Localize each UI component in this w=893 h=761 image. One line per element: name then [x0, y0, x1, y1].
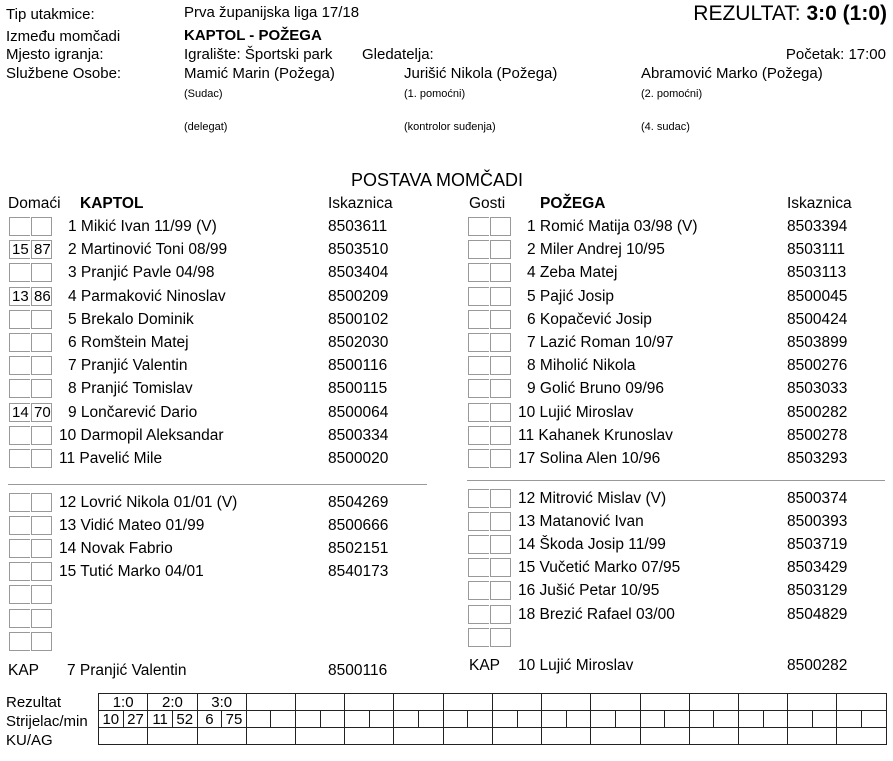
minute-box: [490, 605, 511, 624]
player-name: 3 Pranjić Pavle 04/98: [68, 264, 215, 282]
home-captain-label: KAP: [8, 662, 40, 679]
minute-box: [31, 379, 52, 398]
player-name: 10 Darmopil Aleksandar: [59, 426, 224, 444]
minute-box: [9, 263, 30, 282]
result-cell: 1:0: [99, 694, 148, 711]
result-cell: [492, 694, 541, 711]
player-id: 8500209: [328, 287, 389, 305]
minute-box: [468, 379, 489, 398]
player-id: 8503293: [787, 450, 848, 467]
away-id-header: Iskaznica: [787, 195, 852, 212]
minute-box: [9, 493, 30, 512]
scorer-cell: [419, 711, 444, 728]
minute-box: [468, 512, 489, 531]
away-team-name: POŽEGA: [540, 195, 606, 212]
cards-cell: [197, 728, 246, 745]
player-id: 8500045: [787, 287, 848, 305]
scorer-cell: [468, 711, 493, 728]
scorer-cell: 10: [99, 711, 124, 728]
minute-box: [490, 403, 511, 422]
player-id: 8503113: [787, 264, 847, 282]
player-name: 5 Pajić Josip: [527, 287, 615, 305]
result-cell: [296, 694, 345, 711]
minute-box: [9, 609, 30, 628]
player-name: 12 Mitrović Mislav (V): [518, 490, 667, 507]
minute-box: [31, 562, 52, 581]
cards-cell: [99, 728, 148, 745]
player-id: 8503129: [787, 582, 848, 600]
result-cell: [345, 694, 394, 711]
scorer-cell: [394, 711, 419, 728]
player-id: 8500276: [787, 357, 848, 375]
player-name: 1 Mikić Ivan 11/99 (V): [68, 218, 217, 235]
minute-box: [468, 217, 489, 236]
player-id: 8504269: [328, 494, 389, 511]
result-cell: [591, 694, 640, 711]
cards-cell: [542, 728, 591, 745]
official-name: Mamić Marin (Požega): [184, 65, 335, 82]
player-name: 4 Parmaković Ninoslav: [68, 287, 226, 305]
scorer-cell: [517, 711, 542, 728]
away-captain: 10 Lujić Miroslav: [518, 657, 634, 674]
player-name: 7 Lazić Roman 10/97: [527, 334, 674, 351]
minute-box: [468, 333, 489, 352]
scorer-cell: 11: [148, 711, 173, 728]
minute-box: [31, 426, 52, 445]
minute-box: [468, 263, 489, 282]
home-captain-id: 8500116: [328, 662, 388, 679]
result-cell: 2:0: [148, 694, 197, 711]
minute-box: [490, 287, 511, 306]
minute-box: [468, 240, 489, 259]
scorer-cell: [345, 711, 370, 728]
home-id-header: Iskaznica: [328, 195, 393, 212]
minute-box: [31, 217, 52, 236]
minute-box: [31, 333, 52, 352]
minute-box: [9, 562, 30, 581]
result-value: 3:0 (1:0): [806, 2, 887, 25]
player-id: 8500424: [787, 310, 848, 328]
minute-box: [31, 449, 52, 468]
minute-box: [9, 379, 30, 398]
minute-box: [9, 356, 30, 375]
player-name: 12 Lovrić Nikola 01/01 (V): [59, 494, 238, 511]
minute-box: [490, 310, 511, 329]
player-id: 8500666: [328, 517, 389, 535]
home-captain: 7 Pranjić Valentin: [67, 662, 187, 679]
lineup-title: POSTAVA MOMČADI: [351, 170, 524, 190]
player-id: 8500064: [328, 403, 389, 421]
scorer-row: [99, 711, 887, 728]
scorer-cell: 27: [123, 711, 148, 728]
official-role: (Sudac): [184, 88, 223, 100]
minute-box: [468, 449, 489, 468]
scorer-cell: [246, 711, 271, 728]
minute-box: [9, 333, 30, 352]
player-name: 18 Brezić Rafael 03/00: [518, 605, 675, 623]
minute-box: [9, 449, 30, 468]
player-name: 11 Kahanek Krunoslav: [518, 426, 673, 444]
scorer-cell: [542, 711, 567, 728]
officials-label: Službene Osobe:: [6, 65, 122, 82]
result-cell: [788, 694, 837, 711]
player-name: 15 Tutić Marko 04/01: [59, 563, 204, 581]
spectators-label: Gledatelja:: [362, 46, 434, 63]
teams: KAPTOL - POŽEGA: [184, 27, 322, 44]
cards-cell: [394, 728, 443, 745]
cards-cell: [640, 728, 689, 745]
cards-cell: [443, 728, 492, 745]
player-id: 8503404: [328, 264, 389, 282]
minute-box: [468, 581, 489, 600]
player-id: 8503510: [328, 241, 389, 259]
minute-box: [490, 426, 511, 445]
player-id: 8502151: [328, 540, 389, 558]
scorer-cell: [271, 711, 296, 728]
minute-box: [31, 609, 52, 628]
teams-label: Između momčadi: [6, 28, 121, 45]
official-name: Abramović Marko (Požega): [641, 65, 823, 82]
minute-box: [490, 628, 511, 647]
player-id: 8503111: [787, 241, 846, 259]
minute-box: [490, 217, 511, 236]
minute-box: [9, 632, 30, 651]
scorer-cell: 75: [222, 711, 247, 728]
player-name: 1 Romić Matija 03/98 (V): [527, 218, 698, 235]
minute-box: [490, 558, 511, 577]
player-name: 9 Lončarević Dario: [68, 403, 198, 421]
minute-box: [31, 356, 52, 375]
scorer-cell: [615, 711, 640, 728]
official-role: (kontrolor suđenja): [404, 121, 496, 133]
cards-cell: [689, 728, 738, 745]
cards-cell: [148, 728, 197, 745]
player-name: 9 Golić Bruno 09/96: [527, 380, 665, 398]
player-name: 10 Lujić Miroslav: [518, 403, 634, 421]
minute-box: 70: [31, 403, 52, 422]
player-id: 8540173: [328, 563, 389, 581]
player-id: 8503429: [787, 559, 848, 577]
player-id: 8503899: [787, 334, 848, 351]
minute-box: [490, 333, 511, 352]
minute-box: [9, 310, 30, 329]
away-captain-label: KAP: [469, 657, 501, 674]
scorer-cell: [837, 711, 862, 728]
minute-box: [31, 263, 52, 282]
player-name: 6 Kopačević Josip: [527, 310, 652, 328]
minute-box: [490, 379, 511, 398]
row-label-cards: KU/AG: [6, 732, 53, 749]
minute-box: [490, 263, 511, 282]
player-id: 8502030: [328, 334, 389, 351]
scorer-cell: [443, 711, 468, 728]
player-id: 8500374: [787, 490, 848, 507]
minute-box: [468, 403, 489, 422]
player-id: 8500116: [328, 357, 388, 375]
scorer-cell: [788, 711, 813, 728]
result-cell: [542, 694, 591, 711]
player-name: 8 Miholić Nikola: [527, 357, 636, 375]
player-id: 8503719: [787, 536, 848, 554]
minute-box: [9, 516, 30, 535]
player-name: 4 Zeba Matej: [527, 264, 618, 282]
minute-box: [31, 585, 52, 604]
home-divider: [8, 484, 427, 485]
player-id: 8503611: [328, 218, 388, 235]
scorer-cell: [812, 711, 837, 728]
result-cell: 3:0: [197, 694, 246, 711]
player-name: 5 Brekalo Dominik: [68, 310, 194, 328]
away-side-label: Gosti: [469, 195, 506, 212]
cards-cell: [739, 728, 788, 745]
minute-box: [490, 535, 511, 554]
official-role: (2. pomoćni): [641, 88, 703, 100]
scorer-cell: [739, 711, 764, 728]
player-id: 8500115: [328, 380, 388, 398]
minute-box: [31, 493, 52, 512]
minute-box: [31, 516, 52, 535]
result-cell: [246, 694, 295, 711]
scorer-cell: [369, 711, 394, 728]
player-name: 11 Pavelić Mile: [59, 450, 163, 467]
player-id: 8500102: [328, 310, 389, 328]
scorer-cell: [665, 711, 690, 728]
player-name: 13 Matanović Ivan: [518, 513, 644, 531]
player-name: 2 Martinović Toni 08/99: [68, 241, 228, 259]
official-role: (1. pomoćni): [404, 88, 466, 100]
minute-box: [490, 356, 511, 375]
minute-box: 15: [9, 240, 30, 259]
player-name: 14 Škoda Josip 11/99: [518, 536, 666, 554]
row-label-scorer: Strijelac/min: [6, 713, 88, 730]
player-name: 7 Pranjić Valentin: [68, 357, 188, 375]
venue-label: Mjesto igranja:: [6, 46, 104, 63]
result-cell: [394, 694, 443, 711]
minute-box: [9, 426, 30, 445]
scorer-cell: [591, 711, 616, 728]
result-header: [693, 2, 887, 26]
player-name: 13 Vidić Mateo 01/99: [59, 517, 205, 535]
result-cell: [640, 694, 689, 711]
scorer-cell: 6: [197, 711, 222, 728]
player-name: 14 Novak Fabrio: [59, 540, 173, 558]
minute-box: [490, 489, 511, 508]
away-divider: [467, 480, 885, 481]
minute-box: [468, 605, 489, 624]
minute-box: [9, 217, 30, 236]
player-id: 8500278: [787, 426, 848, 444]
result-label: REZULTAT:: [693, 2, 801, 25]
cards-cell: [788, 728, 837, 745]
scorer-cell: [714, 711, 739, 728]
minute-box: 87: [31, 240, 52, 259]
minute-box: [490, 240, 511, 259]
player-id: 8500393: [787, 513, 848, 531]
minute-box: [490, 581, 511, 600]
minute-box: [468, 287, 489, 306]
score-table: [98, 693, 887, 745]
cards-cell: [837, 728, 887, 745]
minute-box: [490, 449, 511, 468]
minute-box: [468, 489, 489, 508]
minute-box: [468, 356, 489, 375]
scorer-cell: [492, 711, 517, 728]
player-id: 8503394: [787, 218, 848, 235]
player-id: 8500020: [328, 450, 389, 467]
player-id: 8504829: [787, 605, 848, 623]
match-type-label: Tip utakmice:: [6, 6, 95, 23]
minute-box: [9, 585, 30, 604]
home-team-name: KAPTOL: [80, 195, 144, 212]
scorer-cell: [689, 711, 714, 728]
cards-cell: [492, 728, 541, 745]
official-name: Jurišić Nikola (Požega): [404, 65, 558, 82]
official-role: (4. sudac): [641, 121, 690, 133]
minute-box: [468, 558, 489, 577]
scorer-cell: [566, 711, 591, 728]
minute-box: [9, 539, 30, 558]
minute-box: 14: [9, 403, 30, 422]
player-name: 6 Romštein Matej: [68, 334, 189, 351]
player-id: 8500334: [328, 426, 389, 444]
away-captain-id: 8500282: [787, 657, 848, 674]
player-id: 8503033: [787, 380, 848, 398]
cards-cell: [345, 728, 394, 745]
cards-cell: [246, 728, 295, 745]
scorer-cell: [320, 711, 345, 728]
result-row: [99, 694, 887, 711]
player-name: 2 Miler Andrej 10/95: [527, 241, 665, 259]
cards-cell: [591, 728, 640, 745]
minute-box: [31, 310, 52, 329]
scorer-cell: [640, 711, 665, 728]
cards-cell: [296, 728, 345, 745]
player-name: 15 Vučetić Marko 07/95: [518, 559, 681, 577]
scorer-cell: 52: [172, 711, 197, 728]
minute-box: [468, 426, 489, 445]
cards-row: [99, 728, 887, 745]
player-name: 16 Jušić Petar 10/95: [518, 582, 660, 600]
scorer-cell: [862, 711, 887, 728]
venue: Igralište: Športski park: [184, 46, 333, 63]
official-role: (delegat): [184, 121, 228, 133]
result-cell: [837, 694, 887, 711]
player-name: 17 Solina Alen 10/96: [518, 450, 661, 467]
row-label-result: Rezultat: [6, 694, 62, 711]
minute-box: [490, 512, 511, 531]
scorer-cell: [296, 711, 321, 728]
minute-box: [468, 535, 489, 554]
minute-box: [31, 539, 52, 558]
match-type: Prva županijska liga 17/18: [184, 4, 360, 21]
result-cell: [689, 694, 738, 711]
minute-box: 86: [31, 287, 52, 306]
home-side-label: Domaći: [8, 195, 61, 212]
minute-box: [468, 628, 489, 647]
scorer-cell: [763, 711, 788, 728]
minute-box: [31, 632, 52, 651]
player-name: 8 Pranjić Tomislav: [68, 380, 193, 398]
start-time: Početak: 17:00: [785, 46, 886, 63]
player-id: 8500282: [787, 403, 848, 421]
result-cell: [443, 694, 492, 711]
minute-box: 13: [9, 287, 30, 306]
minute-box: [468, 310, 489, 329]
result-cell: [739, 694, 788, 711]
